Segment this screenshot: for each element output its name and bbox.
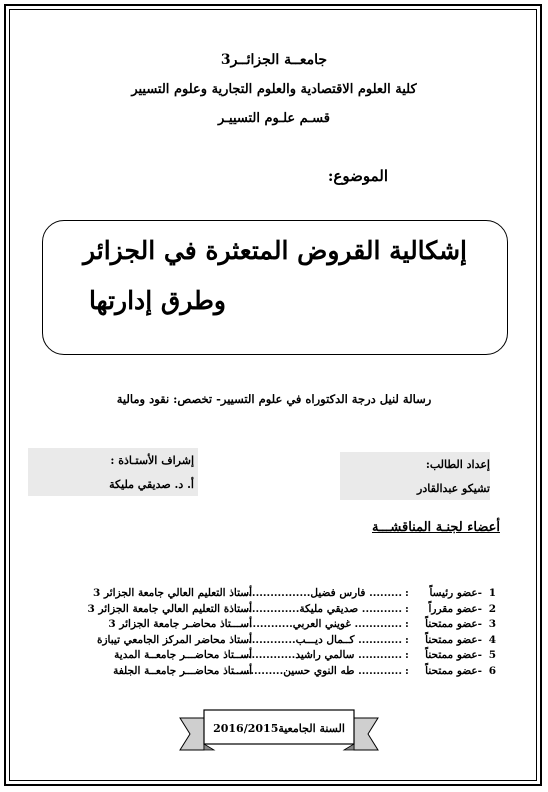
member-role: -عضو ممتحناً (425, 618, 482, 630)
thesis-title-line-2: وطرق إدارتها (88, 286, 226, 315)
member-number: 2 (488, 602, 496, 615)
committee-member (40, 586, 496, 602)
member-separator: : (405, 664, 409, 677)
member-role: -عضو ممتحناً (425, 664, 482, 677)
committee-member (40, 602, 496, 618)
member-separator: : (405, 633, 409, 646)
member-name: ............ طه النوي حسين.............. (232, 664, 402, 677)
committee-title: أعضاء لجنـة المناقشـــة (371, 520, 500, 535)
member-role: -عضو ممتحناً (425, 649, 482, 661)
member-name: ............ سالمي راشيد............... (240, 649, 402, 661)
member-grade: أســـتاذ محاضـر جامعة الجزائر 3 (108, 618, 252, 630)
member-number: 4 (488, 633, 496, 646)
member-number: 3 (488, 618, 496, 630)
member-separator: : (405, 618, 409, 630)
supervisor-label: إشراف الأستـاذة : (110, 454, 194, 467)
subject-label: الموضوع: (327, 167, 388, 185)
member-name: ............ كــمال ديـــب............. (248, 633, 402, 646)
member-role: -عضو رئيساً (429, 587, 482, 599)
member-grade: أستاذ التعليم العالي جامعة الجزائر 3 (93, 587, 252, 599)
committee-list (40, 586, 496, 679)
member-role: -عضو مقرراً (428, 602, 482, 615)
committee-member (40, 664, 496, 680)
student-name: تشيكو عبدالقادر (417, 482, 490, 495)
faculty-name: كلية العلوم الاقتصادية والعلوم التجارية وعلوم التسيير (131, 82, 417, 97)
member-number: 5 (488, 649, 496, 661)
member-grade: أســتاذ محاضـــر جامعــة الجلفة (113, 664, 252, 677)
member-separator: : (405, 602, 409, 615)
supervisor-name: أ. د. صديقي مليكة (109, 478, 194, 491)
supervisor-block (28, 448, 198, 496)
thesis-statement: رسالة لنيل درجة الدكتوراه في علوم التسيير- تخصص: نقود ومالية (116, 392, 432, 406)
member-grade: أستاذ محاضر المركز الجامعي تيبازة (96, 633, 252, 646)
member-separator: : (405, 587, 409, 599)
academic-year: السنة الجامعية2016/2015 (213, 722, 345, 735)
thesis-title-line-1: إشكالية القروض المتعثرة في الجزائر (82, 236, 468, 265)
committee-member (40, 617, 496, 633)
student-block (340, 452, 490, 500)
member-number: 1 (488, 587, 496, 599)
committee-member (40, 633, 496, 649)
member-number: 6 (488, 664, 496, 677)
department-name: قسـم علـوم التسييـر (218, 111, 330, 126)
member-name: ........... صديقي مليكة............... (244, 602, 402, 615)
member-role: -عضو ممتحناً (425, 633, 482, 646)
university-name: جامعــة الجزائــر3 (220, 52, 328, 68)
member-name: ............. غويني العربي............ (248, 618, 402, 630)
committee-member (40, 648, 496, 664)
member-name: ......... فارس فضيل.................. (244, 587, 402, 599)
member-grade: أستاذة التعليم العالي جامعة الجزائر 3 (87, 602, 252, 615)
student-label: إعداد الطالب: (425, 458, 490, 471)
member-grade: أســتاذ محاضـــر جامعــة المدية (114, 649, 252, 661)
member-separator: : (405, 649, 409, 661)
